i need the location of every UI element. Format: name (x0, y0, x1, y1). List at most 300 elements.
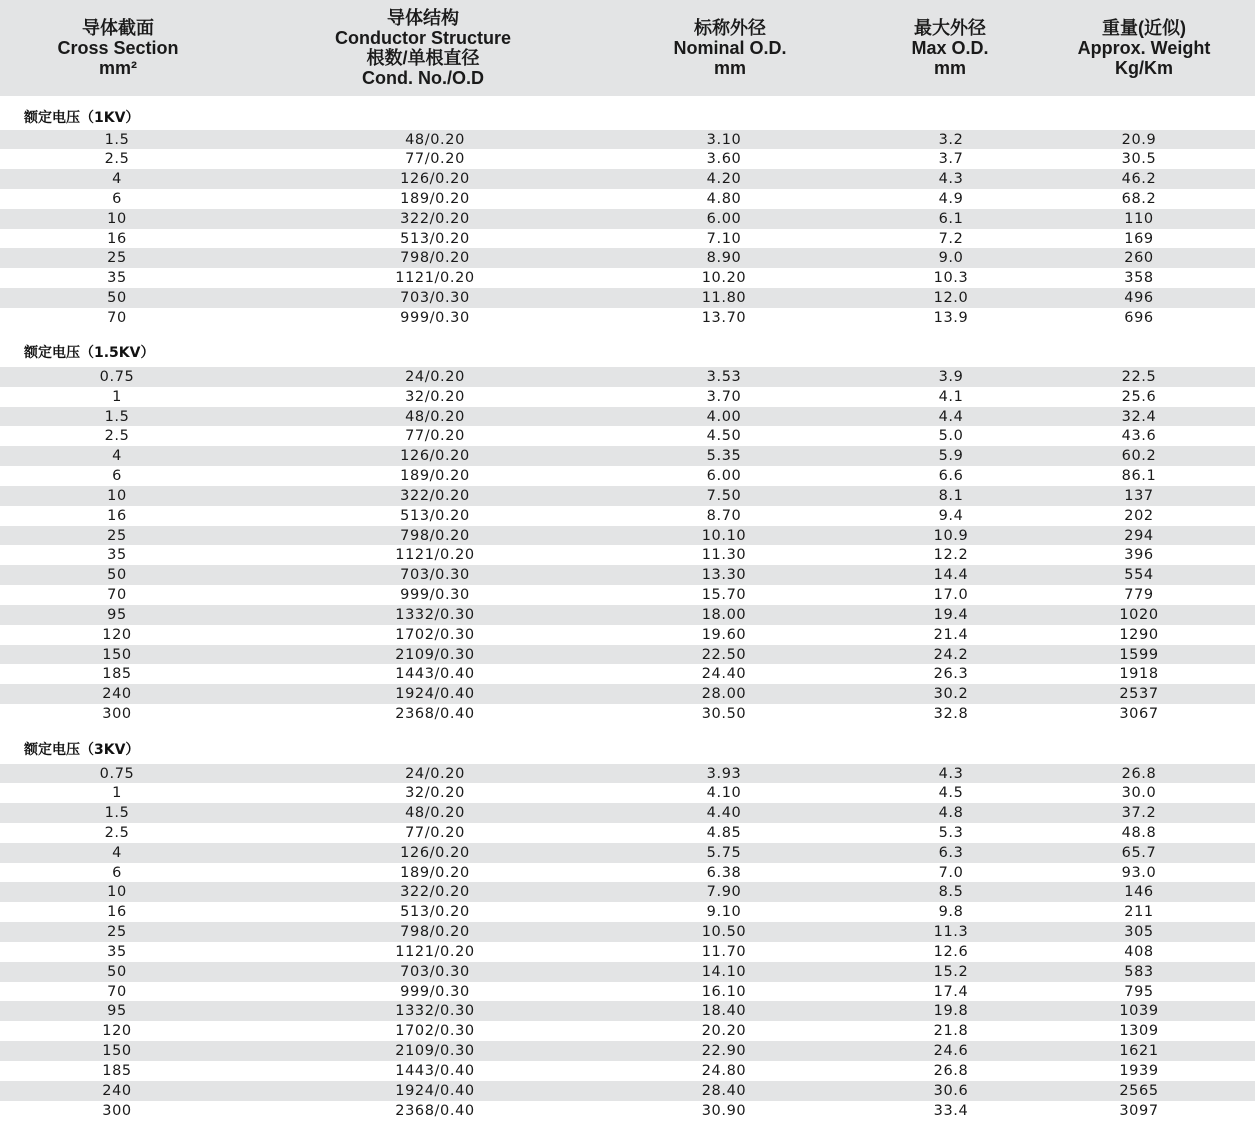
cell-cross-section: 2.5 (104, 428, 130, 445)
cell-cross-section: 50 (107, 963, 127, 980)
cell-nominal-od: 18.40 (701, 1003, 747, 1020)
cell-conductor-structure: 322/0.20 (400, 487, 470, 504)
cell-cross-section: 6 (112, 468, 122, 485)
cell-max-od: 19.8 (933, 1003, 969, 1020)
cell-cross-section: 4 (112, 171, 122, 188)
cell-conductor-structure: 32/0.20 (405, 388, 465, 405)
cell-approx-weight: 26.8 (1121, 765, 1157, 782)
cell-cross-section: 150 (102, 646, 132, 663)
cell-approx-weight: 146 (1124, 884, 1154, 901)
cell-nominal-od: 22.90 (701, 1043, 747, 1060)
cell-nominal-od: 4.50 (706, 428, 742, 445)
cell-max-od: 4.9 (938, 190, 964, 207)
cell-approx-weight: 65.7 (1121, 844, 1157, 861)
header-conductor-structure-cn: 导体结构 (387, 8, 459, 28)
cell-approx-weight: 3067 (1119, 706, 1159, 723)
cell-approx-weight: 2565 (1119, 1082, 1159, 1099)
cell-approx-weight: 1599 (1119, 646, 1159, 663)
cell-cross-section: 95 (107, 1003, 127, 1020)
cell-conductor-structure: 126/0.20 (400, 171, 470, 188)
cell-cross-section: 35 (107, 270, 127, 287)
cell-nominal-od: 11.30 (701, 547, 747, 564)
section-label: 额定电压（1KV） (24, 110, 140, 126)
cell-conductor-structure: 189/0.20 (400, 864, 470, 881)
cell-max-od: 3.2 (938, 131, 964, 148)
cell-nominal-od: 3.60 (706, 151, 742, 168)
cell-nominal-od: 4.85 (706, 824, 742, 841)
cell-cross-section: 10 (107, 210, 127, 227)
header-approx-weight-cn: 重量(近似) (1102, 18, 1186, 38)
cell-conductor-structure: 126/0.20 (400, 448, 470, 465)
cell-conductor-structure: 513/0.20 (400, 230, 470, 247)
cell-max-od: 9.0 (938, 250, 964, 267)
cell-approx-weight: 93.0 (1121, 864, 1157, 881)
header-nominal-od-cn: 标称外径 (694, 18, 766, 38)
cell-approx-weight: 795 (1124, 983, 1154, 1000)
table-row (0, 565, 1255, 585)
cell-cross-section: 10 (107, 487, 127, 504)
header-nominal-od-unit: mm (713, 58, 746, 78)
cell-max-od: 4.4 (938, 408, 964, 425)
cell-nominal-od: 5.35 (706, 448, 742, 465)
cell-approx-weight: 1039 (1119, 1003, 1159, 1020)
header-cross-section (18, 0, 218, 96)
cell-conductor-structure: 24/0.20 (405, 765, 465, 782)
table-row (0, 130, 1255, 150)
cell-conductor-structure: 322/0.20 (400, 210, 470, 227)
cell-conductor-structure: 513/0.20 (400, 904, 470, 921)
cell-max-od: 30.6 (933, 1082, 969, 1099)
cell-nominal-od: 4.20 (706, 171, 742, 188)
header-approx-weight-en: Approx. Weight (1077, 38, 1211, 58)
cell-cross-section: 50 (107, 290, 127, 307)
cell-cross-section: 50 (107, 567, 127, 584)
cell-cross-section: 2.5 (104, 151, 130, 168)
table-row (0, 1001, 1255, 1021)
cell-approx-weight: 43.6 (1121, 428, 1157, 445)
cell-nominal-od: 24.80 (701, 1062, 747, 1079)
cell-cross-section: 0.75 (99, 765, 135, 782)
header-approx-weight-unit: Kg/Km (1115, 58, 1173, 78)
cell-max-od: 33.4 (933, 1102, 969, 1119)
cell-max-od: 5.9 (938, 448, 964, 465)
cell-approx-weight: 211 (1124, 904, 1154, 921)
cell-conductor-structure: 1332/0.30 (395, 606, 475, 623)
cell-max-od: 5.3 (938, 824, 964, 841)
cell-max-od: 7.0 (938, 864, 964, 881)
cell-cross-section: 0.75 (99, 369, 135, 385)
cell-cross-section: 16 (107, 230, 127, 247)
table-row (0, 1081, 1255, 1101)
cell-cross-section: 4 (112, 844, 122, 861)
cell-conductor-structure: 513/0.20 (400, 507, 470, 524)
cell-approx-weight: 25.6 (1121, 388, 1157, 405)
cell-cross-section: 6 (112, 190, 122, 207)
cell-nominal-od: 6.38 (706, 864, 742, 881)
cell-max-od: 10.3 (933, 270, 969, 287)
cell-nominal-od: 4.40 (706, 805, 742, 822)
cell-conductor-structure: 189/0.20 (400, 190, 470, 207)
cell-max-od: 5.0 (938, 428, 964, 445)
cell-max-od: 4.3 (938, 765, 964, 782)
cell-cross-section: 1.5 (104, 131, 130, 148)
cell-nominal-od: 7.50 (706, 487, 742, 504)
cell-conductor-structure: 1332/0.30 (395, 1003, 475, 1020)
cell-conductor-structure: 1924/0.40 (395, 1082, 475, 1099)
cell-max-od: 12.2 (933, 547, 969, 564)
cell-cross-section: 1 (112, 388, 122, 405)
header-max-od (850, 0, 1050, 96)
cell-approx-weight: 48.8 (1121, 824, 1157, 841)
cell-conductor-structure: 77/0.20 (405, 151, 465, 168)
cell-nominal-od: 20.20 (701, 1023, 747, 1040)
cell-cross-section: 185 (102, 1062, 132, 1079)
cell-approx-weight: 1309 (1119, 1023, 1159, 1040)
cell-approx-weight: 37.2 (1121, 805, 1157, 822)
cell-nominal-od: 4.10 (706, 785, 742, 802)
cell-conductor-structure: 1924/0.40 (395, 686, 475, 703)
table-row (0, 664, 1255, 684)
cell-conductor-structure: 999/0.30 (400, 587, 470, 604)
cell-conductor-structure: 24/0.20 (405, 369, 465, 385)
cell-conductor-structure: 703/0.30 (400, 963, 470, 980)
cell-conductor-structure: 48/0.20 (405, 805, 465, 822)
cell-cross-section: 150 (102, 1043, 132, 1060)
table-row (0, 823, 1255, 843)
table-row (0, 645, 1255, 665)
cell-approx-weight: 46.2 (1121, 171, 1157, 188)
table-row (0, 1061, 1255, 1081)
header-conductor-structure-en: Conductor Structure (334, 28, 511, 48)
cell-conductor-structure: 48/0.20 (405, 408, 465, 425)
table-row (0, 783, 1255, 803)
cell-cross-section: 25 (107, 527, 127, 544)
cell-cross-section: 70 (107, 587, 127, 604)
table-row (0, 149, 1255, 169)
cell-cross-section: 1.5 (104, 805, 130, 822)
cell-nominal-od: 4.80 (706, 190, 742, 207)
cell-conductor-structure: 126/0.20 (400, 844, 470, 861)
cell-approx-weight: 294 (1124, 527, 1154, 544)
table-row (0, 1021, 1255, 1041)
cell-nominal-od: 14.10 (701, 963, 747, 980)
table-row (0, 407, 1255, 427)
cell-cross-section: 35 (107, 943, 127, 960)
cell-approx-weight: 358 (1124, 270, 1154, 287)
cell-max-od: 6.3 (938, 844, 964, 861)
cell-conductor-structure: 1702/0.30 (395, 1023, 475, 1040)
cell-nominal-od: 10.10 (701, 527, 747, 544)
cell-max-od: 17.4 (933, 983, 969, 1000)
cell-conductor-structure: 999/0.30 (400, 983, 470, 1000)
cell-nominal-od: 6.00 (706, 468, 742, 485)
cell-nominal-od: 15.70 (701, 587, 747, 604)
cell-approx-weight: 3097 (1119, 1102, 1159, 1119)
table-row (0, 486, 1255, 506)
table-row (0, 922, 1255, 942)
cell-conductor-structure: 32/0.20 (405, 785, 465, 802)
cell-approx-weight: 260 (1124, 250, 1154, 267)
cell-cross-section: 95 (107, 606, 127, 623)
cell-max-od: 32.8 (933, 706, 969, 723)
cell-approx-weight: 60.2 (1121, 448, 1157, 465)
cell-cross-section: 2.5 (104, 824, 130, 841)
cell-nominal-od: 10.20 (701, 270, 747, 287)
cell-cross-section: 120 (102, 1023, 132, 1040)
cell-nominal-od: 28.00 (701, 686, 747, 703)
section-label: 额定电压（1.5KV） (24, 345, 155, 361)
cell-conductor-structure: 798/0.20 (400, 250, 470, 267)
table-row (0, 189, 1255, 209)
cell-conductor-structure: 77/0.20 (405, 428, 465, 445)
cell-nominal-od: 7.90 (706, 884, 742, 901)
cell-max-od: 24.6 (933, 1043, 969, 1060)
cell-max-od: 12.0 (933, 290, 969, 307)
table-row (0, 882, 1255, 902)
cell-max-od: 10.9 (933, 527, 969, 544)
cell-nominal-od: 4.00 (706, 408, 742, 425)
table-row (0, 803, 1255, 823)
cell-nominal-od: 3.93 (706, 765, 742, 782)
cell-nominal-od: 10.50 (701, 924, 747, 941)
cell-conductor-structure: 189/0.20 (400, 468, 470, 485)
cell-nominal-od: 13.30 (701, 567, 747, 584)
cell-nominal-od: 16.10 (701, 983, 747, 1000)
table-row (0, 466, 1255, 486)
cell-cross-section: 1.5 (104, 408, 130, 425)
cell-max-od: 17.0 (933, 587, 969, 604)
cell-conductor-structure: 798/0.20 (400, 527, 470, 544)
cell-approx-weight: 86.1 (1121, 468, 1157, 485)
cell-cross-section: 16 (107, 904, 127, 921)
cell-approx-weight: 1621 (1119, 1043, 1159, 1060)
cell-max-od: 4.8 (938, 805, 964, 822)
table-row (0, 446, 1255, 466)
table-row (0, 1101, 1255, 1121)
cell-approx-weight: 696 (1124, 309, 1154, 326)
cell-approx-weight: 1020 (1119, 606, 1159, 623)
table-row (0, 982, 1255, 1002)
table-row (0, 764, 1255, 784)
cell-approx-weight: 137 (1124, 487, 1154, 504)
cell-max-od: 21.4 (933, 626, 969, 643)
cell-max-od: 6.6 (938, 468, 964, 485)
table-row (0, 545, 1255, 565)
table-row (0, 288, 1255, 308)
table-row (0, 506, 1255, 526)
cell-max-od: 13.9 (933, 309, 969, 326)
cell-conductor-structure: 322/0.20 (400, 884, 470, 901)
cell-max-od: 30.2 (933, 686, 969, 703)
cell-nominal-od: 7.10 (706, 230, 742, 247)
cell-max-od: 3.9 (938, 369, 964, 385)
cell-conductor-structure: 1443/0.40 (395, 666, 475, 683)
table-row (0, 843, 1255, 863)
header-max-od-unit: mm (933, 58, 966, 78)
cell-nominal-od: 13.70 (701, 309, 747, 326)
cell-nominal-od: 8.90 (706, 250, 742, 267)
cell-cross-section: 4 (112, 448, 122, 465)
header-nominal-od-en: Nominal O.D. (673, 38, 787, 58)
cell-approx-weight: 202 (1124, 507, 1154, 524)
cell-cross-section: 35 (107, 547, 127, 564)
table-row (0, 169, 1255, 189)
cell-max-od: 19.4 (933, 606, 969, 623)
cell-nominal-od: 3.70 (706, 388, 742, 405)
cell-cross-section: 16 (107, 507, 127, 524)
cell-conductor-structure: 1121/0.20 (395, 270, 475, 287)
cell-nominal-od: 11.80 (701, 290, 747, 307)
cell-cross-section: 70 (107, 983, 127, 1000)
cell-conductor-structure: 2368/0.40 (395, 706, 475, 723)
cell-approx-weight: 169 (1124, 230, 1154, 247)
header-nominal-od (630, 0, 830, 96)
cell-cross-section: 120 (102, 626, 132, 643)
cell-approx-weight: 408 (1124, 943, 1154, 960)
header-conductor-structure (300, 0, 546, 96)
cell-nominal-od: 22.50 (701, 646, 747, 663)
table-row (0, 268, 1255, 288)
cell-cross-section: 10 (107, 884, 127, 901)
table-row (0, 902, 1255, 922)
cell-conductor-structure: 48/0.20 (405, 131, 465, 148)
header-max-od-cn: 最大外径 (914, 18, 986, 38)
cell-conductor-structure: 2368/0.40 (395, 1102, 475, 1119)
cell-approx-weight: 1939 (1119, 1062, 1159, 1079)
header-cond-no-en: Cond. No./O.D (362, 68, 484, 88)
cell-nominal-od: 9.10 (706, 904, 742, 921)
cell-approx-weight: 396 (1124, 547, 1154, 564)
cell-nominal-od: 30.50 (701, 706, 747, 723)
cell-nominal-od: 28.40 (701, 1082, 747, 1099)
cell-max-od: 26.8 (933, 1062, 969, 1079)
cell-max-od: 15.2 (933, 963, 969, 980)
header-cross-section-unit: mm² (98, 58, 137, 78)
cell-approx-weight: 2537 (1119, 686, 1159, 703)
cell-max-od: 12.6 (933, 943, 969, 960)
cell-conductor-structure: 703/0.30 (400, 567, 470, 584)
cell-cross-section: 240 (102, 1082, 132, 1099)
cell-nominal-od: 3.10 (706, 131, 742, 148)
table-row (0, 426, 1255, 446)
cell-nominal-od: 11.70 (701, 943, 747, 960)
table-row (0, 585, 1255, 605)
table-row (0, 704, 1255, 724)
header-cond-no-cn: 根数/单根直径 (366, 48, 480, 68)
cell-conductor-structure: 798/0.20 (400, 924, 470, 941)
cell-cross-section: 25 (107, 924, 127, 941)
cell-conductor-structure: 1121/0.20 (395, 943, 475, 960)
cell-nominal-od: 18.00 (701, 606, 747, 623)
table-row (0, 962, 1255, 982)
cell-max-od: 8.1 (938, 487, 964, 504)
cell-conductor-structure: 2109/0.30 (395, 1043, 475, 1060)
cell-approx-weight: 68.2 (1121, 190, 1157, 207)
cell-conductor-structure: 1443/0.40 (395, 1062, 475, 1079)
cell-approx-weight: 583 (1124, 963, 1154, 980)
cell-approx-weight: 496 (1124, 290, 1154, 307)
cell-cross-section: 185 (102, 666, 132, 683)
cell-conductor-structure: 2109/0.30 (395, 646, 475, 663)
header-cross-section-cn: 导体截面 (82, 18, 154, 38)
cell-max-od: 11.3 (933, 924, 969, 941)
cell-max-od: 4.1 (938, 388, 964, 405)
cell-nominal-od: 19.60 (701, 626, 747, 643)
cell-max-od: 3.7 (938, 151, 964, 168)
cell-nominal-od: 8.70 (706, 507, 742, 524)
cell-conductor-structure: 77/0.20 (405, 824, 465, 841)
cell-max-od: 26.3 (933, 666, 969, 683)
table-row (0, 942, 1255, 962)
cell-approx-weight: 305 (1124, 924, 1154, 941)
cell-max-od: 24.2 (933, 646, 969, 663)
table-row (0, 526, 1255, 546)
cell-approx-weight: 30.0 (1121, 785, 1157, 802)
cell-approx-weight: 1290 (1119, 626, 1159, 643)
section-label: 额定电压（3KV） (24, 742, 140, 758)
cell-max-od: 9.4 (938, 507, 964, 524)
table-row (0, 308, 1255, 328)
table-row (0, 1041, 1255, 1061)
cell-approx-weight: 22.5 (1121, 369, 1157, 385)
cell-max-od: 7.2 (938, 230, 964, 247)
cell-nominal-od: 24.40 (701, 666, 747, 683)
table-row (0, 367, 1255, 387)
cell-nominal-od: 30.90 (701, 1102, 747, 1119)
header-max-od-en: Max O.D. (911, 38, 989, 58)
cell-cross-section: 70 (107, 309, 127, 326)
cell-conductor-structure: 999/0.30 (400, 309, 470, 326)
cell-cross-section: 6 (112, 864, 122, 881)
table-row (0, 863, 1255, 883)
cell-conductor-structure: 703/0.30 (400, 290, 470, 307)
cell-approx-weight: 1918 (1119, 666, 1159, 683)
cell-cross-section: 240 (102, 686, 132, 703)
cell-max-od: 8.5 (938, 884, 964, 901)
cell-cross-section: 1 (112, 785, 122, 802)
table-row (0, 209, 1255, 229)
cell-max-od: 21.8 (933, 1023, 969, 1040)
cell-cross-section: 300 (102, 1102, 132, 1119)
cell-nominal-od: 6.00 (706, 210, 742, 227)
cell-cross-section: 300 (102, 706, 132, 723)
cell-conductor-structure: 1121/0.20 (395, 547, 475, 564)
cell-approx-weight: 30.5 (1121, 151, 1157, 168)
table-row (0, 229, 1255, 249)
table-row (0, 248, 1255, 268)
cell-approx-weight: 20.9 (1121, 131, 1157, 148)
header-approx-weight (1044, 0, 1244, 96)
cell-approx-weight: 32.4 (1121, 408, 1157, 425)
cell-nominal-od: 3.53 (706, 369, 742, 385)
table-row (0, 684, 1255, 704)
cell-cross-section: 25 (107, 250, 127, 267)
cell-approx-weight: 779 (1124, 587, 1154, 604)
header-cross-section-en: Cross Section (57, 38, 179, 58)
cell-max-od: 9.8 (938, 904, 964, 921)
cell-max-od: 14.4 (933, 567, 969, 584)
table-row (0, 387, 1255, 407)
cell-conductor-structure: 1702/0.30 (395, 626, 475, 643)
cell-nominal-od: 5.75 (706, 844, 742, 861)
table-row (0, 605, 1255, 625)
cell-approx-weight: 554 (1124, 567, 1154, 584)
table-header (0, 0, 1255, 96)
cell-max-od: 6.1 (938, 210, 964, 227)
cell-max-od: 4.3 (938, 171, 964, 188)
cell-approx-weight: 110 (1124, 210, 1154, 227)
cell-max-od: 4.5 (938, 785, 964, 802)
